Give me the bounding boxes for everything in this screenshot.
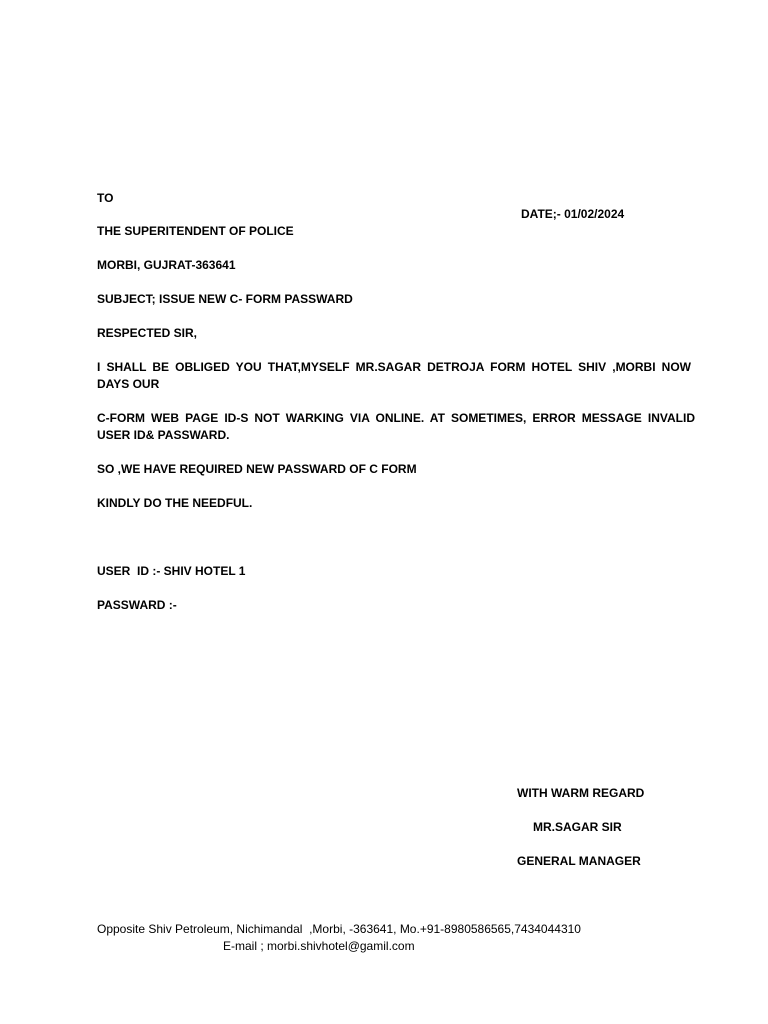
body-paragraph-2: C-FORM WEB PAGE ID-S NOT WARKING VIA ONLINE. AT SOMETIMES, ERROR MESSAGE INVALID USER ID& PASSWARD. [97, 411, 695, 442]
signatory-title: GENERAL MANAGER [517, 854, 641, 868]
body-paragraph-4: KINDLY DO THE NEEDFUL. [97, 496, 253, 510]
closing: WITH WARM REGARD [517, 786, 645, 800]
body-paragraph-1: I SHALL BE OBLIGED YOU THAT,MYSELF MR.SAGAR DETROJA FORM HOTEL SHIV ,MORBI NOW DAYS OUR [97, 360, 691, 391]
letter-subject: SUBJECT; ISSUE NEW C- FORM PASSWARD [97, 292, 353, 306]
footer-address: Opposite Shiv Petroleum, Nichimandal ,Morbi, -363641, Mo.+91-8980586565,7434044310 [97, 922, 581, 936]
footer-email: E-mail ; morbi.shivhotel@gamil.com [223, 939, 415, 953]
letter-to: TO [97, 191, 114, 205]
signatory-name: MR.SAGAR SIR [533, 820, 622, 834]
user-id-line: USER ID :- SHIV HOTEL 1 [97, 564, 246, 578]
recipient-title: THE SUPERITENDENT OF POLICE [97, 224, 294, 238]
salutation: RESPECTED SIR, [97, 326, 198, 340]
password-line: PASSWARD :- [97, 598, 177, 612]
letter-date: DATE;- 01/02/2024 [521, 207, 625, 221]
recipient-address: MORBI, GUJRAT-363641 [97, 258, 236, 272]
body-paragraph-3: SO ,WE HAVE REQUIRED NEW PASSWARD OF C FORM [97, 462, 417, 476]
